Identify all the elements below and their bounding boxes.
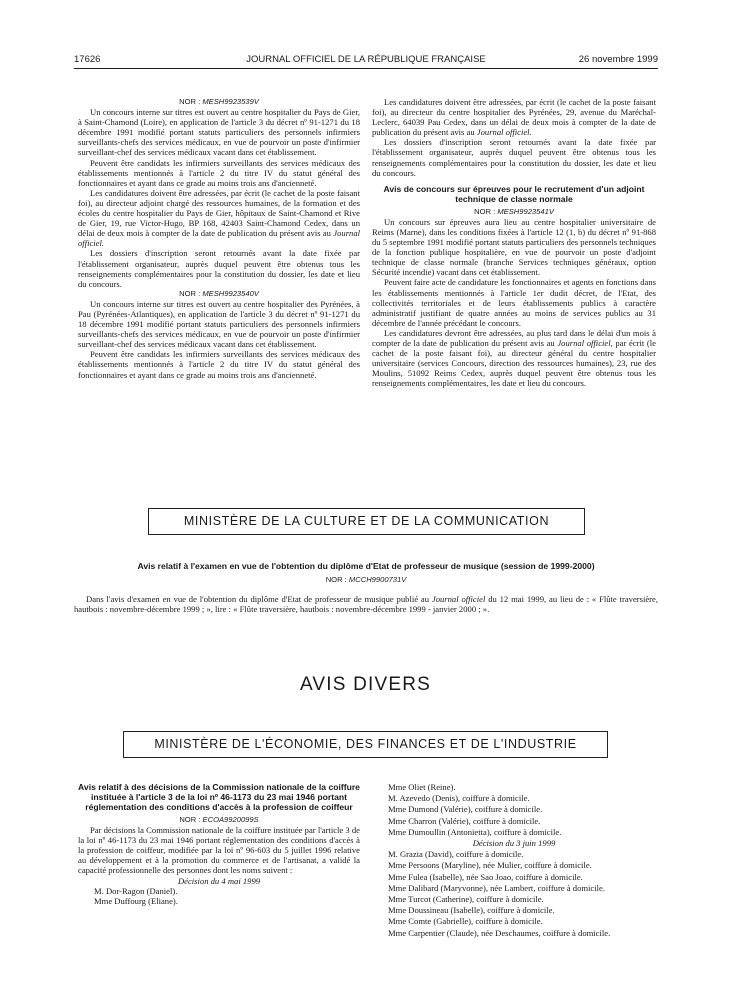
paragraph: Un concours interne sur titres est ouvert au centre hospitalier des Pyrénées, à Pau (Pyrénées-Atlantiques), en application de l'article 3 du décret nº 91-1271 du 18 décembre 1991 modifié portant statuts particuliers des personnels infirmiers surveillants-chefs des services médicaux, en vue de pourvoir un poste d'infirmier surveillant-chef des services médicaux vacant dans cet établissement. [78,298,360,350]
paragraph: Par décisions la Commission nationale de la coiffure instituée par l'article 3 de la loi nº 46-1173 du 23 mai 1946 portant réglementation des conditions d'accès à la profession de coiffeur, modifiée par la loi nº 96-603 du 5 juillet 1996 relative au développement et à la promotion du commerce et de l'artisanat, a validé la capacité professionnelle des personnes dont les noms suivent : [78,825,360,876]
list-item: Mme Dalibard (Maryvonne), née Lambert, coiffure à domicile. [388,882,605,893]
issue-date: 26 novembre 1999 [578,54,658,65]
list-item: M. Azevedo (Denis), coiffure à domicile. [388,793,530,804]
paragraph: Un concours sur épreuves aura lieu au centre hospitalier universitaire de Reims (Marne), dans les conditions fixées à l'article 12 (1, b) du décret nº 91-868 du 5 septembre 1991 modifié portant statuts particuliers des personnels techniques de la fonction publique hospitalière, en vue de pourvoir un poste d'adjoint technique de classe normale (branche Services techniques généraux, option Sécurité incendie) vacant dans cet établissement. [372,216,656,278]
list-item: Mme Turcot (Catherine), coiffure à domicile. [388,894,544,905]
paragraph: Les candidatures doivent être adressées, par écrit (le cachet de la poste faisant foi), au directeur du centre hospitalier des Pyrénées, 29, avenue du Maréchal-Leclerc, 64039 Pau Cedex, dans un délai de deux mois à compter de la date de publication du présent avis au Journal officiel. [372,97,656,138]
list-item: Mme Dumond (Valérie), coiffure à domicile. [388,804,543,815]
left-column [78,97,360,380]
ministry-heading-economie: MINISTÈRE DE L'ÉCONOMIE, DES FINANCES ET DE L'INDUSTRIE [123,731,608,758]
header-rule [74,68,658,69]
nor-reference: NOR : MESH9923540V [179,288,259,298]
paragraph: Peuvent être candidats les infirmiers surveillants des services médicaux des établissements mentionnés à l'article 2 du titre IV du statut général des fonctionnaires et ayant dans ce grade au moins trois ans d'ancienneté. [78,349,360,380]
paragraph: Un concours interne sur titres est ouvert au centre hospitalier du Pays de Gier, à Saint-Chamond (Loire), en application de l'article 3 du décret nº 91-1271 du 18 décembre 1991 modifié portant statuts particuliers des personnels infirmiers surveillants-chefs des services médicaux, en vue de pourvoir un poste d'infirmier surveillant-chef des services médicaux vacant dans cet établissement. [78,107,360,158]
notice-title: Avis relatif à des décisions de la Commission nationale de la coiffure instituée à l'article 3 de la loi nº 46-1173 du 23 mai 1946 portant réglementation des conditions d'accès à la profession de coiffeur [78,782,360,812]
list-item: Mme Oliet (Reine). [388,782,456,792]
list-item: Mme Persoons (Maryline), née Mulier, coiffure à domicile. [388,860,592,871]
paragraph: Peuvent être candidats les infirmiers surveillants des services médicaux des établissements mentionnés à l'article 2 du titre IV du statut général des fonctionnaires et ayant dans ce grade au moins trois ans d'ancienneté. [78,157,360,188]
decision-heading: Décision du 3 juin 1999 [472,838,556,849]
paragraph: Les candidatures doivent être adressées, par écrit (le cachet de la poste faisant foi), au directeur adjoint chargé des ressources humaines, de la formation et des écoles du centre hospitalier du Pays de Gier, hôpitaux de Saint-Chamond et Rive de Gier, 19, rue Victor-Hugo, BP 168, 42403 Saint-Chamond Cedex, dans un délai de deux mois à compter de la date de publication du présent avis au Journal officiel. [78,187,361,249]
nor-reference: NOR : MESH9923541V [474,206,554,216]
list-item: Mme Fulea (Isabelle), née Sao Joao, coiffure à domicile. [388,871,583,882]
page-number: 17626 [74,54,101,65]
paragraph: Les candidatures devront être adressées, au plus tard dans le délai d'un mois à compter de la date de publication du présent avis au Journal officiel, par écrit (le cachet de la poste faisant foi), au directeur général du centre hospitalier universitaire (services Concours, direction des ressources humaines), 23, rue des Moulins, 51092 Reims Cedex, auprès duquel peuvent être obtenus tous les renseignements complémentaires, les date et lieu du concours. [372,327,656,389]
list-item: Mme Charron (Valérie), coiffure à domicile. [388,815,541,826]
list-item: Mme Dumoullin (Antonietta), coiffure à domicile. [388,826,562,837]
list-item: Mme Duffourg (Eliane). [94,895,178,906]
paragraph: Dans l'avis d'examen en vue de l'obtention du diplôme d'Etat de professeur de musique publié au Journal officiel du 12 mai 1999, au lieu de : « Flûte traversière, hautbois : novembre-décembre 1999 ; », lire : « Flûte traversière, hautbois : novembre-décembre 1999 - janvier 2000 ; ». [74,594,658,615]
list-item: Mme Comte (Gabrielle), coiffure à domicile. [388,916,543,927]
journal-title: JOURNAL OFFICIEL DE LA RÉPUBLIQUE FRANÇAISE [246,54,486,65]
paragraph: Les dossiers d'inscription seront retournés avant la date fixée par l'établissement organisateur, auprès duquel peuvent être obtenus tous les renseignements complémentaires pour la constitution du dossier, les date et lieu du concours. [78,248,360,289]
list-item: M. Dor-Ragon (Daniel). [94,885,178,896]
list-item: Mme Carpentier (Claude), née Deschaumes, coiffure à domicile. [388,927,611,938]
decision-heading: Décision du 4 mai 1999 [177,875,261,886]
list-item: M. Grazia (David), coiffure à domicile. [388,849,524,860]
right-column [372,97,656,388]
nor-reference: NOR : MESH9923539V [179,97,259,106]
nor-reference: NOR : MCCH9900731V [325,575,407,584]
economie-left-column [78,782,360,906]
section-title: AVIS DIVERS [299,674,432,695]
running-header [74,54,658,68]
nor-reference: NOR : ECOA9920099S [179,815,259,824]
culture-text [74,594,658,614]
paragraph: Peuvent faire acte de candidature les fonctionnaires et agents en fonctions dans les établissements mentionnés à l'article 1er dudit décret, de l'Etat, des collectivités territoriales et de leurs établissements publics à caractère administratif justifiant de quatre années au moins de services publics au 31 décembre de l'année précédant le concours. [372,277,656,328]
notice-title: Avis de concours sur épreuves pour le recrutement d'un adjoint technique de classe normale [383,183,645,204]
notice-title: Avis relatif à l'examen en vue de l'obtention du diplôme d'Etat de professeur de musique (session de 1999-2000) [137,561,595,571]
ministry-heading-culture: MINISTÈRE DE LA CULTURE ET DE LA COMMUNICATION [148,508,585,535]
paragraph: Les dossiers d'inscription seront retournés avant la date fixée par l'établissement organisateur, auprès duquel peuvent être obtenus tous les renseignements complémentaires pour la constitution du dossier, les date et lieu du concours. [372,137,656,178]
list-item: Mme Doussineau (Isabelle), coiffure à domicile. [388,905,555,916]
economie-right-column [372,782,656,939]
